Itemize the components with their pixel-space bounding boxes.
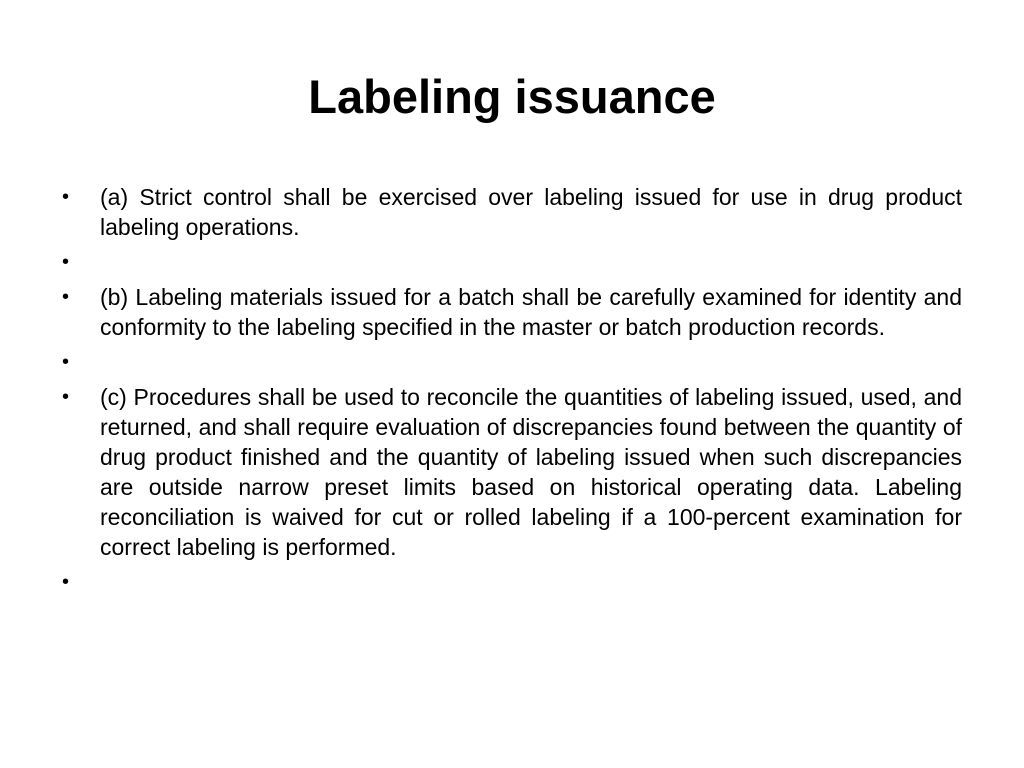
bullet-item-empty <box>62 247 962 277</box>
bullet-icon: • <box>62 571 70 593</box>
bullet-list <box>62 182 962 602</box>
bullet-icon: • <box>62 351 70 373</box>
bullet-icon: • <box>62 186 70 208</box>
bullet-icon: • <box>62 251 70 273</box>
bullet-text: (a) Strict control shall be exercised over labeling issued for use in drug product labeling operations. <box>100 184 962 240</box>
bullet-icon: • <box>62 286 70 308</box>
bullet-item-empty <box>62 347 962 377</box>
bullet-item-c <box>62 382 962 562</box>
slide-title: Labeling issuance <box>308 70 716 123</box>
bullet-item-b <box>62 282 962 342</box>
bullet-item-empty <box>62 567 962 597</box>
bullet-item-a <box>62 182 962 242</box>
bullet-text: (c) Procedures shall be used to reconcile the quantities of labeling issued, used, and returned, and shall require evaluation of discrepancies found between the quantity of drug product finished and the quantity of labeling issued when such discrepancies are outside narrow preset limits based on historical operating data. Labeling reconciliation is waived for cut or rolled labeling if a 100-percent examination for correct labeling is performed. <box>100 384 962 560</box>
bullet-icon: • <box>62 386 70 408</box>
bullet-text: (b) Labeling materials issued for a batch shall be carefully examined for identity and conformity to the labeling specified in the master or batch production records. <box>100 284 962 340</box>
